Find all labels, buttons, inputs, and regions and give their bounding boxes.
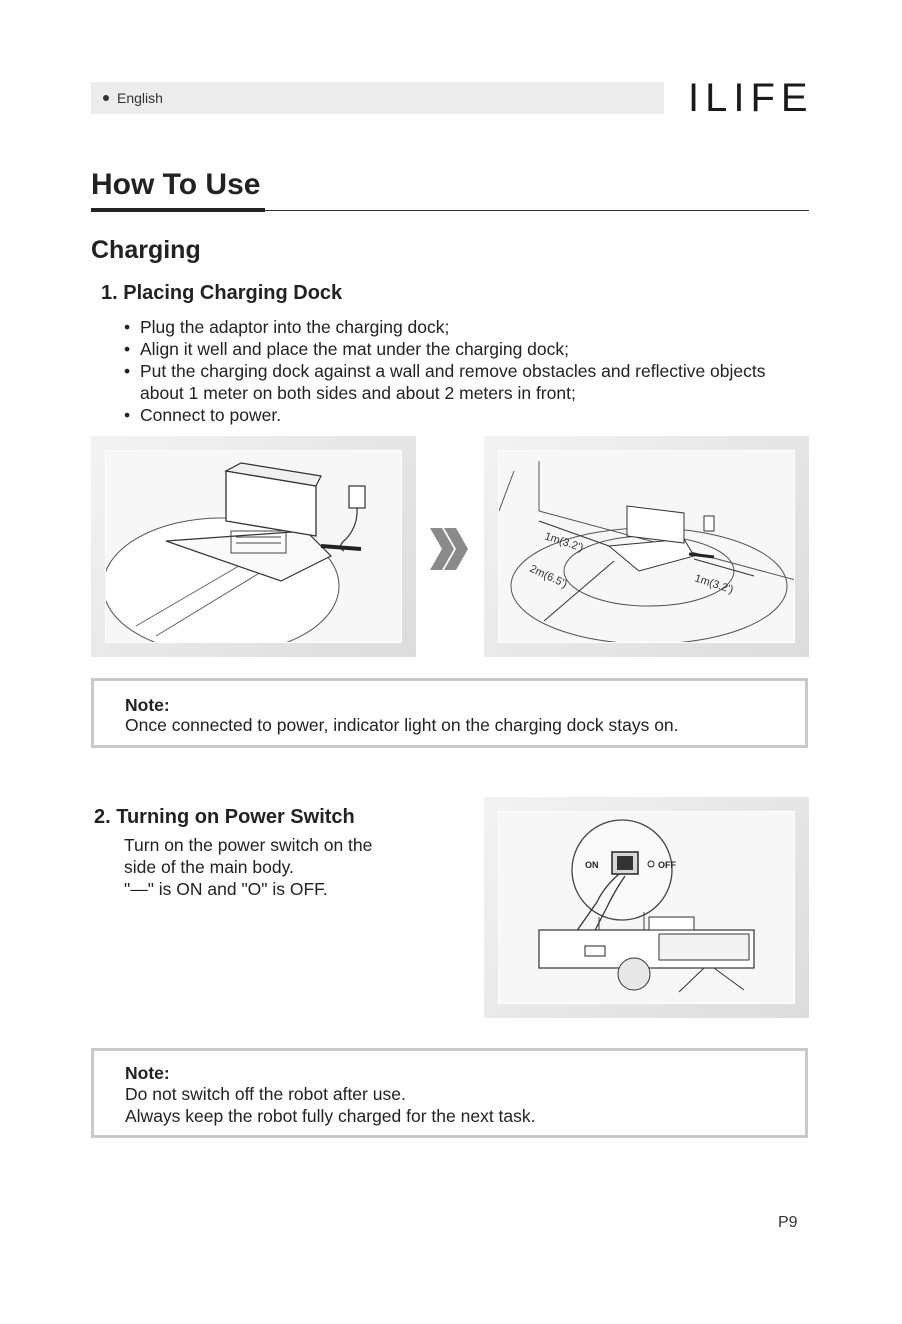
front-distance-label: 2m(6.5') <box>527 562 570 591</box>
charging-dock-illustration <box>106 451 401 642</box>
step1-bullet-list <box>124 316 814 426</box>
language-bar <box>91 82 664 114</box>
page-title: How To Use <box>91 168 261 201</box>
clearance-illustration-panel <box>484 436 809 657</box>
double-chevron-right-icon <box>430 528 470 570</box>
off-label: OFF <box>658 860 676 870</box>
bullet-dot-icon <box>103 95 109 101</box>
power-switch-diagram <box>499 812 794 1003</box>
note-text-line: Always keep the robot fully charged for the next task. <box>125 1106 536 1126</box>
right-distance-label: 1m(3.2') <box>693 572 735 597</box>
step2-line: side of the main body. <box>124 857 294 877</box>
clearance-diagram <box>499 451 794 642</box>
note-box-1 <box>91 678 808 748</box>
note-text: Once connected to power, indicator light on the charging dock stays on. <box>125 715 679 735</box>
title-underline <box>91 208 265 212</box>
list-item: • Plug the adaptor into the charging dock; <box>124 316 814 338</box>
section-heading: Charging <box>91 236 201 264</box>
list-item: • Put the charging dock against a wall and remove obstacles and reflective objects about 1 meter on both sides and about 2 meters in front; <box>124 360 814 404</box>
brand-logo: ILIFE <box>688 76 814 120</box>
list-item: • Connect to power. <box>124 404 814 426</box>
page-number: P9 <box>778 1214 798 1231</box>
step2-line: "—" is ON and "O" is OFF. <box>124 879 328 899</box>
list-item: • Align it well and place the mat under the charging dock; <box>124 338 814 360</box>
note-text-line: Do not switch off the robot after use. <box>125 1084 406 1104</box>
step1-heading: 1. Placing Charging Dock <box>101 282 343 304</box>
note-label: Note: <box>125 1063 170 1083</box>
left-distance-label: 1m(3.2') <box>543 530 585 555</box>
step2-text <box>124 834 372 900</box>
on-label: ON <box>585 860 599 870</box>
step2-line: Turn on the power switch on the <box>124 835 373 855</box>
dock-illustration-panel <box>91 436 416 657</box>
language-label: English <box>117 90 163 106</box>
note-box-2 <box>91 1048 808 1138</box>
power-switch-illustration-panel <box>484 797 809 1018</box>
step2-heading: 2. Turning on Power Switch <box>94 806 355 828</box>
note-label: Note: <box>125 695 170 715</box>
